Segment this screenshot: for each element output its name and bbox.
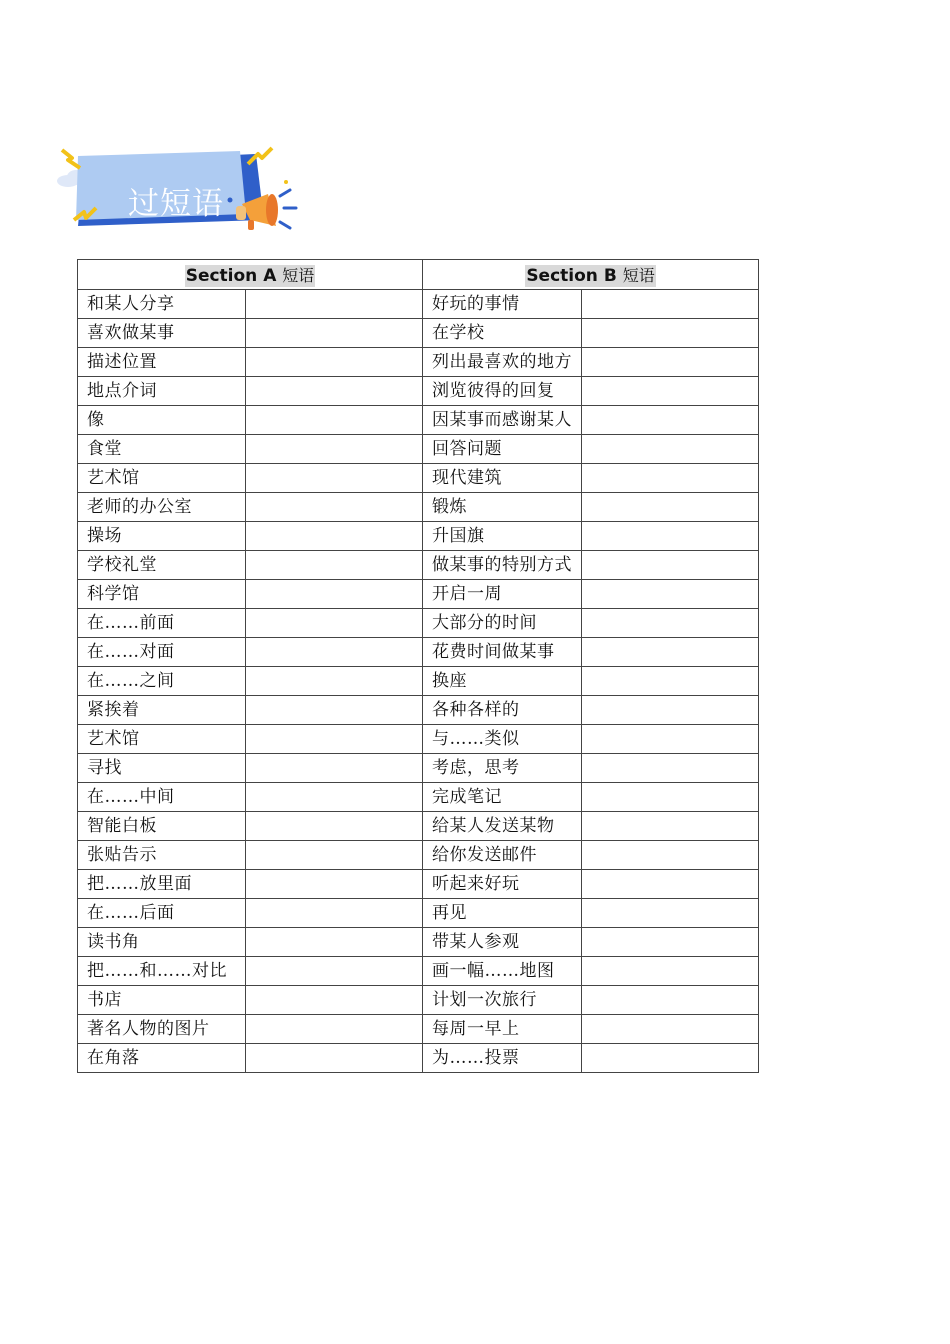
section-b-answer-cell[interactable] bbox=[582, 899, 759, 928]
section-b-answer-cell[interactable] bbox=[582, 1044, 759, 1073]
section-b-phrase: 列出最喜欢的地方 bbox=[423, 348, 582, 377]
section-a-phrase: 描述位置 bbox=[78, 348, 246, 377]
section-a-phrase: 艺术馆 bbox=[78, 725, 246, 754]
phrase-table bbox=[77, 259, 759, 1073]
section-a-phrase: 紧挨着 bbox=[78, 696, 246, 725]
section-b-answer-cell[interactable] bbox=[582, 986, 759, 1015]
section-a-phrase: 学校礼堂 bbox=[78, 551, 246, 580]
section-b-phrase: 考虑，思考 bbox=[423, 754, 582, 783]
section-b-header-en: Section B bbox=[526, 266, 617, 286]
section-a-answer-cell[interactable] bbox=[246, 725, 423, 754]
section-b-phrase: 大部分的时间 bbox=[423, 609, 582, 638]
table-row bbox=[78, 928, 759, 957]
section-b-answer-cell[interactable] bbox=[582, 609, 759, 638]
section-b-phrase: 好玩的事情 bbox=[423, 290, 582, 319]
section-a-answer-cell[interactable] bbox=[246, 551, 423, 580]
section-b-phrase: 为……投票 bbox=[423, 1044, 582, 1073]
section-b-answer-cell[interactable] bbox=[582, 638, 759, 667]
section-a-phrase: 地点介词 bbox=[78, 377, 246, 406]
section-b-answer-cell[interactable] bbox=[582, 725, 759, 754]
banner-title: 过短语 bbox=[128, 186, 224, 222]
section-a-header bbox=[78, 260, 423, 290]
section-b-answer-cell[interactable] bbox=[582, 754, 759, 783]
section-a-answer-cell[interactable] bbox=[246, 435, 423, 464]
section-b-answer-cell[interactable] bbox=[582, 957, 759, 986]
table-row bbox=[78, 551, 759, 580]
section-a-phrase: 书店 bbox=[78, 986, 246, 1015]
section-b-phrase: 计划一次旅行 bbox=[423, 986, 582, 1015]
section-a-phrase: 科学馆 bbox=[78, 580, 246, 609]
section-b-phrase: 现代建筑 bbox=[423, 464, 582, 493]
section-b-answer-cell[interactable] bbox=[582, 319, 759, 348]
section-a-answer-cell[interactable] bbox=[246, 522, 423, 551]
section-a-phrase: 在……前面 bbox=[78, 609, 246, 638]
section-a-answer-cell[interactable] bbox=[246, 290, 423, 319]
section-b-answer-cell[interactable] bbox=[582, 377, 759, 406]
table-row bbox=[78, 522, 759, 551]
table-row bbox=[78, 580, 759, 609]
section-b-phrase: 换座 bbox=[423, 667, 582, 696]
table-row bbox=[78, 957, 759, 986]
table-row bbox=[78, 754, 759, 783]
section-a-answer-cell[interactable] bbox=[246, 812, 423, 841]
section-a-phrase: 喜欢做某事 bbox=[78, 319, 246, 348]
table-row bbox=[78, 406, 759, 435]
section-b-answer-cell[interactable] bbox=[582, 783, 759, 812]
section-b-phrase: 开启一周 bbox=[423, 580, 582, 609]
section-b-phrase: 再见 bbox=[423, 899, 582, 928]
section-a-answer-cell[interactable] bbox=[246, 870, 423, 899]
section-a-answer-cell[interactable] bbox=[246, 609, 423, 638]
table-row bbox=[78, 812, 759, 841]
section-b-phrase: 各种各样的 bbox=[423, 696, 582, 725]
table-header-row bbox=[78, 260, 759, 290]
section-b-phrase: 锻炼 bbox=[423, 493, 582, 522]
table-row bbox=[78, 1044, 759, 1073]
section-b-phrase: 完成笔记 bbox=[423, 783, 582, 812]
section-a-answer-cell[interactable] bbox=[246, 754, 423, 783]
table-row bbox=[78, 1015, 759, 1044]
section-b-answer-cell[interactable] bbox=[582, 551, 759, 580]
table-row bbox=[78, 377, 759, 406]
section-a-answer-cell[interactable] bbox=[246, 667, 423, 696]
table-row bbox=[78, 464, 759, 493]
section-b-phrase: 与……类似 bbox=[423, 725, 582, 754]
section-a-phrase: 和某人分享 bbox=[78, 290, 246, 319]
table-row bbox=[78, 841, 759, 870]
section-b-phrase: 回答问题 bbox=[423, 435, 582, 464]
section-a-phrase: 智能白板 bbox=[78, 812, 246, 841]
section-a-phrase: 把……和……对比 bbox=[78, 957, 246, 986]
section-a-header-cn: 短语 bbox=[282, 266, 315, 285]
table-row bbox=[78, 986, 759, 1015]
section-b-answer-cell[interactable] bbox=[582, 870, 759, 899]
section-a-phrase: 在……后面 bbox=[78, 899, 246, 928]
section-a-phrase: 在角落 bbox=[78, 1044, 246, 1073]
table-row bbox=[78, 870, 759, 899]
section-a-answer-cell[interactable] bbox=[246, 493, 423, 522]
table-row bbox=[78, 638, 759, 667]
section-banner bbox=[50, 142, 300, 242]
section-b-phrase: 在学校 bbox=[423, 319, 582, 348]
section-a-phrase: 在……中间 bbox=[78, 783, 246, 812]
section-b-phrase: 给你发送邮件 bbox=[423, 841, 582, 870]
section-a-phrase: 寻找 bbox=[78, 754, 246, 783]
section-b-answer-cell[interactable] bbox=[582, 812, 759, 841]
section-a-phrase: 操场 bbox=[78, 522, 246, 551]
lightning-icon bbox=[62, 150, 80, 168]
section-a-phrase: 艺术馆 bbox=[78, 464, 246, 493]
section-a-answer-cell[interactable] bbox=[246, 1015, 423, 1044]
section-a-answer-cell[interactable] bbox=[246, 638, 423, 667]
section-b-answer-cell[interactable] bbox=[582, 1015, 759, 1044]
phrase-table-body bbox=[78, 290, 759, 1073]
table-row bbox=[78, 290, 759, 319]
table-row bbox=[78, 667, 759, 696]
table-row bbox=[78, 319, 759, 348]
table-row bbox=[78, 493, 759, 522]
section-a-header-en: Section A bbox=[185, 266, 277, 286]
section-a-answer-cell[interactable] bbox=[246, 899, 423, 928]
section-b-phrase: 给某人发送某物 bbox=[423, 812, 582, 841]
table-row bbox=[78, 348, 759, 377]
section-b-answer-cell[interactable] bbox=[582, 522, 759, 551]
section-a-phrase: 在……对面 bbox=[78, 638, 246, 667]
section-b-answer-cell[interactable] bbox=[582, 464, 759, 493]
section-b-answer-cell[interactable] bbox=[582, 928, 759, 957]
section-b-answer-cell[interactable] bbox=[582, 348, 759, 377]
section-a-phrase: 把……放里面 bbox=[78, 870, 246, 899]
section-b-phrase: 做某事的特别方式 bbox=[423, 551, 582, 580]
section-a-phrase: 老师的办公室 bbox=[78, 493, 246, 522]
section-a-answer-cell[interactable] bbox=[246, 580, 423, 609]
section-a-answer-cell[interactable] bbox=[246, 319, 423, 348]
section-a-phrase: 著名人物的图片 bbox=[78, 1015, 246, 1044]
section-a-answer-cell[interactable] bbox=[246, 783, 423, 812]
section-b-header bbox=[423, 260, 759, 290]
section-b-phrase: 因某事而感谢某人 bbox=[423, 406, 582, 435]
section-b-answer-cell[interactable] bbox=[582, 435, 759, 464]
table-row bbox=[78, 435, 759, 464]
section-b-phrase: 每周一早上 bbox=[423, 1015, 582, 1044]
section-b-answer-cell[interactable] bbox=[582, 493, 759, 522]
section-b-header-cn: 短语 bbox=[622, 266, 655, 285]
section-b-answer-cell[interactable] bbox=[582, 696, 759, 725]
table-row bbox=[78, 609, 759, 638]
section-b-phrase: 带某人参观 bbox=[423, 928, 582, 957]
section-a-answer-cell[interactable] bbox=[246, 348, 423, 377]
section-a-phrase: 食堂 bbox=[78, 435, 246, 464]
section-a-answer-cell[interactable] bbox=[246, 377, 423, 406]
table-row bbox=[78, 899, 759, 928]
section-b-phrase: 听起来好玩 bbox=[423, 870, 582, 899]
section-b-phrase: 花费时间做某事 bbox=[423, 638, 582, 667]
section-b-answer-cell[interactable] bbox=[582, 841, 759, 870]
section-b-answer-cell[interactable] bbox=[582, 667, 759, 696]
section-a-answer-cell[interactable] bbox=[246, 1044, 423, 1073]
section-a-answer-cell[interactable] bbox=[246, 986, 423, 1015]
section-a-answer-cell[interactable] bbox=[246, 841, 423, 870]
section-a-phrase: 在……之间 bbox=[78, 667, 246, 696]
section-b-answer-cell[interactable] bbox=[582, 580, 759, 609]
section-b-phrase: 画一幅……地图 bbox=[423, 957, 582, 986]
section-a-answer-cell[interactable] bbox=[246, 957, 423, 986]
section-a-phrase: 读书角 bbox=[78, 928, 246, 957]
section-a-answer-cell[interactable] bbox=[246, 696, 423, 725]
section-b-answer-cell[interactable] bbox=[582, 406, 759, 435]
table-row bbox=[78, 783, 759, 812]
section-a-answer-cell[interactable] bbox=[246, 406, 423, 435]
table-row bbox=[78, 725, 759, 754]
section-a-phrase: 像 bbox=[78, 406, 246, 435]
section-b-phrase: 浏览彼得的回复 bbox=[423, 377, 582, 406]
section-a-answer-cell[interactable] bbox=[246, 928, 423, 957]
table-row bbox=[78, 696, 759, 725]
section-a-answer-cell[interactable] bbox=[246, 464, 423, 493]
section-b-answer-cell[interactable] bbox=[582, 290, 759, 319]
section-b-phrase: 升国旗 bbox=[423, 522, 582, 551]
section-a-phrase: 张贴告示 bbox=[78, 841, 246, 870]
